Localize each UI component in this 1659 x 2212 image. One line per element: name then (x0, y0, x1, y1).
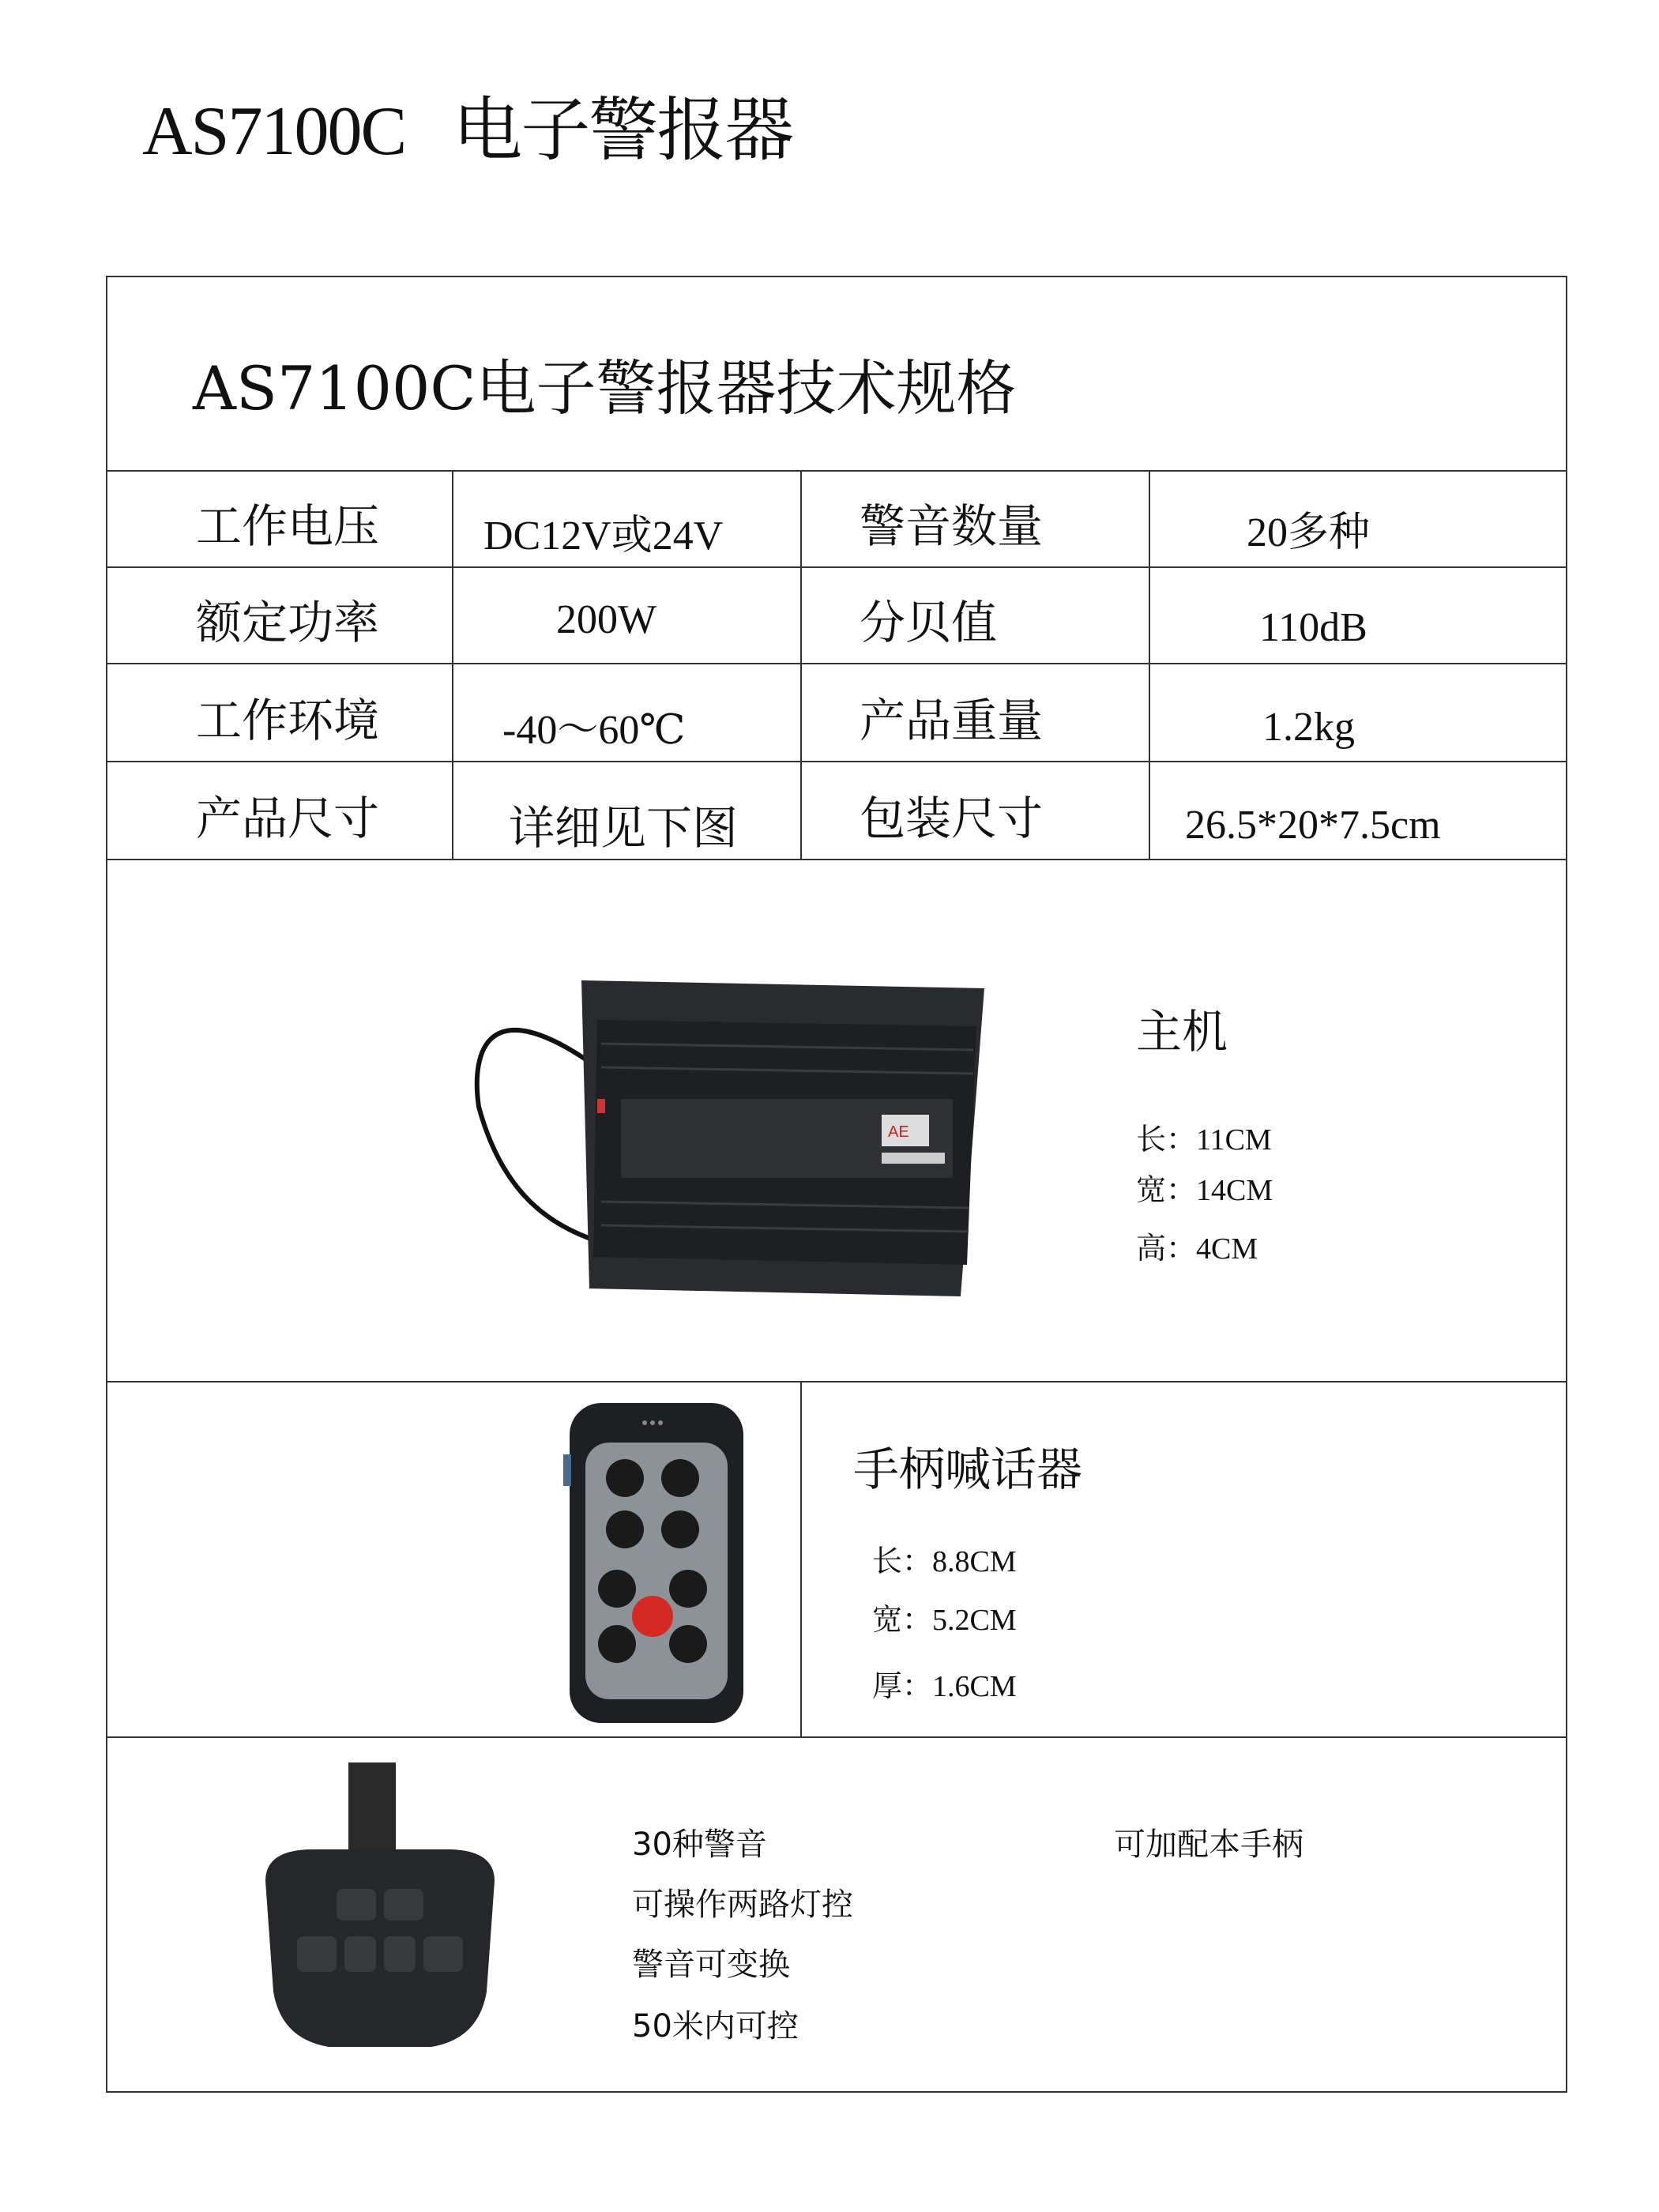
handheld-dim: 长：8.8CM (872, 1545, 1017, 1578)
feature-item: 30种警音 (632, 1826, 767, 1863)
spec-title: AS7100C电子警报器技术规格 (193, 353, 1017, 423)
feature-item: 可操作两路灯控 (632, 1887, 853, 1923)
divider (107, 663, 1566, 664)
divider (800, 470, 802, 859)
divider (107, 566, 1566, 568)
spec-label: 额定功率 (196, 596, 380, 649)
spec-label: 产品重量 (860, 694, 1044, 747)
divider (107, 470, 1566, 472)
main-unit-dim: 高：4CM (1136, 1232, 1258, 1266)
spec-label: 工作环境 (196, 694, 380, 747)
spec-table (106, 276, 1567, 2093)
handheld-dim: 厚：1.6CM (872, 1670, 1017, 1703)
handheld-remote-image (538, 1399, 743, 1731)
spec-label: 警音数量 (860, 499, 1044, 553)
main-unit-image (439, 941, 1040, 1312)
spec-value: 详细见下图 (509, 801, 739, 855)
main-unit-dim: 长：11CM (1136, 1123, 1272, 1157)
handheld-title: 手柄喊话器 (853, 1443, 1083, 1496)
spec-label: 分贝值 (860, 596, 998, 649)
spec-value: -40～60℃ (502, 708, 686, 753)
spec-value: 110dB (1259, 605, 1367, 650)
spec-label: 工作电压 (196, 499, 380, 553)
divider (107, 859, 1566, 860)
divider (107, 1381, 1566, 1382)
divider (1149, 470, 1150, 859)
remote-note: 可加配本手柄 (1114, 1826, 1304, 1863)
brand-logo: AE (888, 1123, 909, 1141)
divider (800, 1381, 802, 1736)
wireless-remote-image (250, 1762, 510, 2094)
feature-item: 警音可变换 (632, 1947, 790, 1983)
main-unit-dim: 宽：14CM (1136, 1174, 1273, 1207)
page-title: AS7100C 电子警报器 (142, 93, 793, 170)
spec-value: 1.2kg (1262, 705, 1355, 750)
spec-value: DC12V或24V (483, 514, 724, 559)
divider (107, 761, 1566, 762)
spec-label: 包装尺寸 (860, 792, 1044, 845)
spec-label: 产品尺寸 (196, 792, 380, 845)
spec-value: 20多种 (1247, 510, 1371, 555)
spec-value: 200W (556, 597, 657, 642)
divider (452, 470, 453, 859)
feature-item: 50米内可控 (632, 2008, 799, 2045)
handheld-dim: 宽：5.2CM (872, 1604, 1017, 1637)
main-unit-title: 主机 (1136, 1005, 1228, 1059)
spec-value: 26.5*20*7.5cm (1185, 803, 1441, 848)
divider (107, 1736, 1566, 1738)
